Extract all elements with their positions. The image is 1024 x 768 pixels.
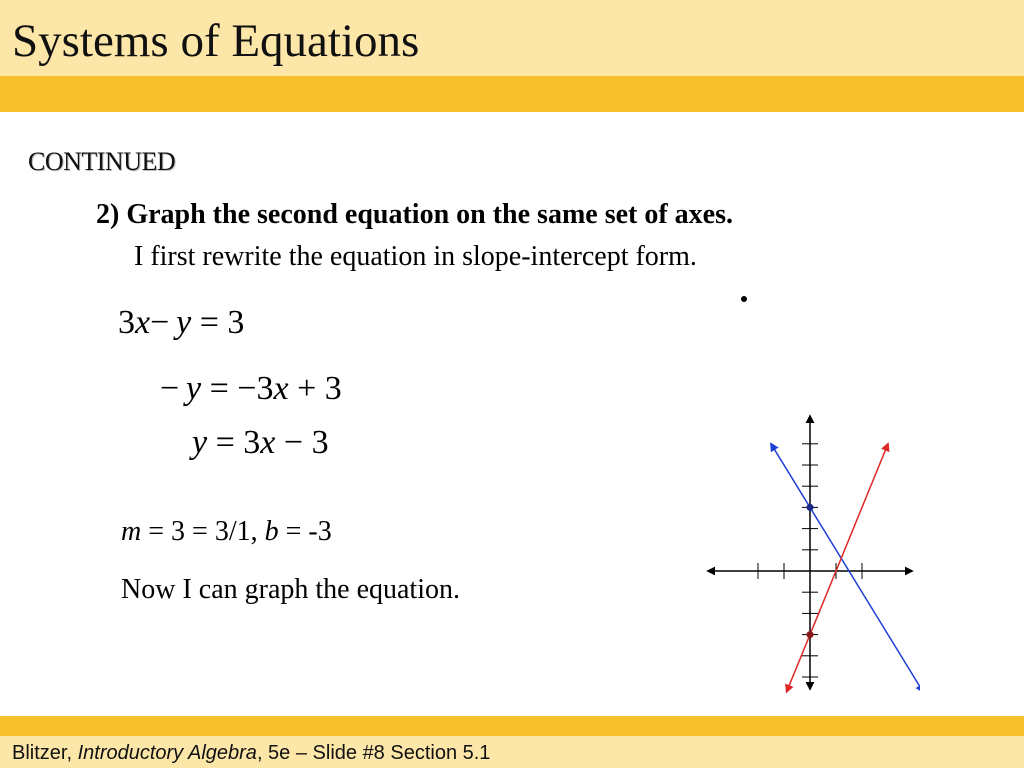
footer-accent-bar: [0, 716, 1024, 736]
eq1-rhs: 3: [227, 304, 245, 341]
eq2-x: x: [273, 370, 289, 407]
step-subtext: I first rewrite the equation in slope-intercept form.: [134, 241, 697, 272]
b-variable: b: [264, 516, 279, 547]
conclusion-text: Now I can graph the equation.: [121, 574, 460, 605]
m-variable: m: [121, 516, 142, 547]
eq2-const: 3: [324, 370, 342, 407]
eq3-y: y: [192, 424, 208, 461]
equation-standard-form: [118, 304, 244, 342]
eq1-equals: =: [191, 304, 228, 341]
continued-label: CONTINUED: [28, 147, 176, 176]
eq3-minus: −: [275, 424, 312, 461]
eq1-coef: 3: [118, 304, 135, 341]
eq3-equals: =: [207, 424, 244, 461]
footer-slide-info: , 5e – Slide #8 Section 5.1: [256, 742, 491, 764]
blue-line: [771, 444, 920, 692]
coordinate-graph: [700, 410, 920, 695]
b-value: = -3: [278, 516, 332, 547]
eq3-x: x: [260, 424, 276, 461]
footer-citation: [12, 742, 490, 765]
slide-title: Systems of Equations: [12, 15, 420, 67]
eq1-x: x: [135, 304, 151, 341]
m-value: = 3 = 3/1,: [141, 516, 265, 547]
step-heading: 2) Graph the second equation on the same set of axes.: [96, 199, 733, 230]
eq1-minus: −: [150, 304, 170, 341]
eq1-y: y: [176, 304, 192, 341]
red-line: [787, 444, 888, 692]
graph-point: [807, 631, 814, 638]
eq2-equals: =: [201, 370, 238, 407]
eq2-coef: −3: [237, 370, 274, 407]
title-accent-bar: [0, 76, 1024, 112]
graph-point: [807, 504, 814, 511]
eq3-coef: 3: [243, 424, 261, 461]
eq3-const: 3: [311, 424, 329, 461]
footer-author: Blitzer,: [12, 742, 78, 764]
footer-book: Introductory Algebra: [77, 742, 257, 764]
eq2-plus: +: [288, 370, 325, 407]
equation-slope-intercept: [192, 424, 329, 462]
slope-intercept-values: [121, 516, 332, 548]
eq2-minus: −: [160, 370, 180, 407]
equation-step-two: [160, 370, 342, 408]
eq2-y: y: [186, 370, 202, 407]
bullet-dot: [741, 296, 747, 302]
